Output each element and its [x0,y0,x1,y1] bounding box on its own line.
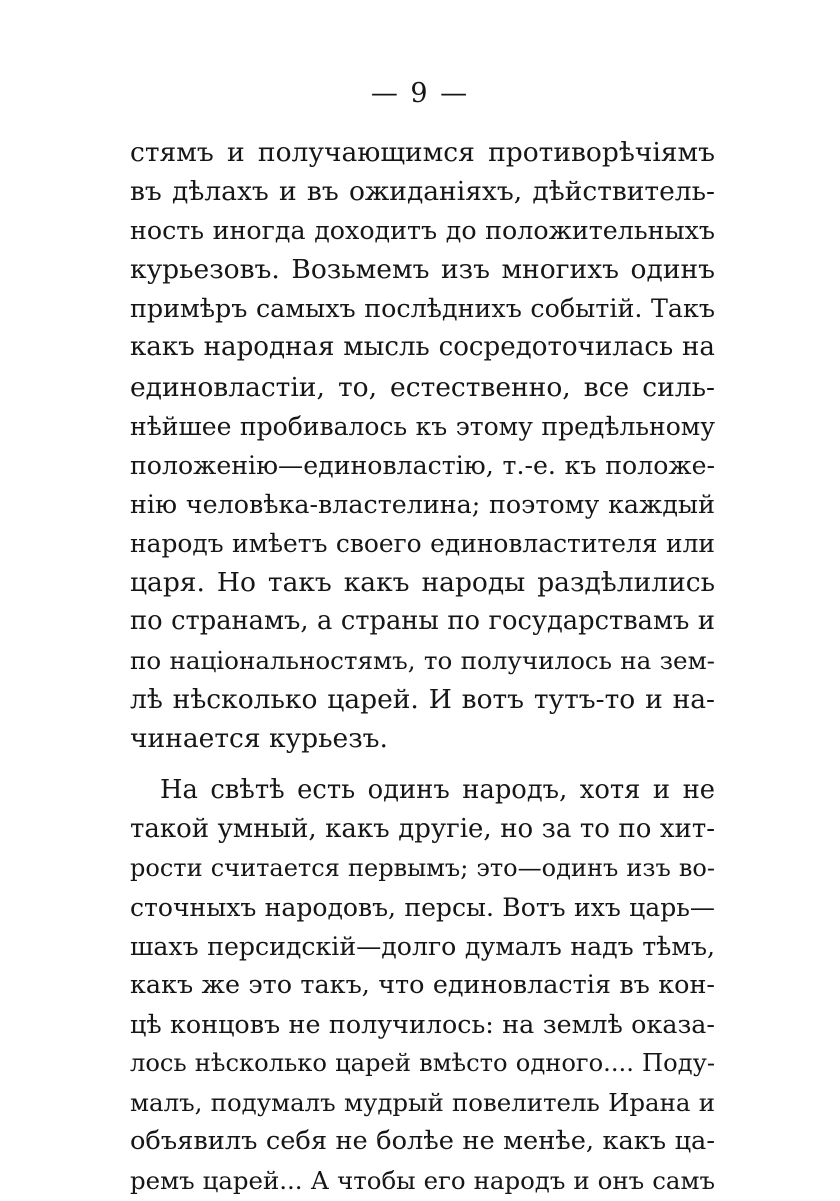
text-line: стямъ и получающимся противорѣчіямъ [130,137,715,168]
text-line: цѣ концовъ не получилось: на землѣ оказа- [130,1009,715,1040]
text-line: ремъ царей... А чтобы его народъ и онъ самъ [130,1166,715,1196]
text-line: единовластіи, то, естественно, все силь- [130,371,715,403]
text-line: ность иногда доходитъ до положительныхъ [130,215,715,246]
text-line: лѣ нѣсколько царей. И вотъ тутъ-то и на- [130,684,715,716]
text-line: такой умный, какъ другіе, но за то по хит- [130,813,715,844]
text-line: объявилъ себя не болѣе не менѣе, какъ ца- [130,1126,715,1157]
text-line: сточныхъ народовъ, персы. Вотъ ихъ царь— [130,892,715,922]
text-line: положенію—единовластію, т.-е. къ положе- [130,450,715,480]
text-line: какъ же это такъ, что единовластія въ кон- [130,969,715,1000]
page-number: — 9 — [370,78,470,109]
text-line: въ дѣлахъ и въ ожиданіяхъ, дѣйствитель- [130,176,715,208]
text-line: народъ имѣетъ своего единовластителя или [130,528,715,558]
text-line: царя. Но такъ какъ народы раздѣлились [130,567,715,599]
text-line: примѣръ самыхъ послѣднихъ событій. Такъ [130,293,715,324]
text-line: рости считается первымъ; это—одинъ изъ во- [130,853,715,882]
text-block [130,133,715,1201]
text-line: по странамъ, а страны по государствамъ и [130,606,715,637]
text-line: курьезовъ. Возьмемъ изъ многихъ одинъ [130,254,715,286]
paragraph-gap [130,759,715,771]
text-line: малъ, подумалъ мудрый повелитель Ирана и [130,1088,715,1118]
paragraph-1 [130,133,715,759]
text-line: по національностямъ, то получилось на зем- [130,646,715,676]
text-line: нію человѣка-властелина; поэтому каждый [130,488,715,519]
paragraph-2 [130,771,715,1201]
text-line: чинается курьезъ. [130,723,388,755]
text-line: лось нѣсколько царей вмѣсто одного.... Поду- [130,1049,715,1078]
text-line: какъ народная мысль сосредоточилась на [130,332,715,363]
text-line: На свѣтѣ есть одинъ народъ, хотя и не [160,774,715,805]
text-line: шахъ персидскій—долго думалъ надъ тѣмъ, [130,931,715,961]
text-line: нѣйшее пробивалось къ этому предѣльному [130,411,715,441]
